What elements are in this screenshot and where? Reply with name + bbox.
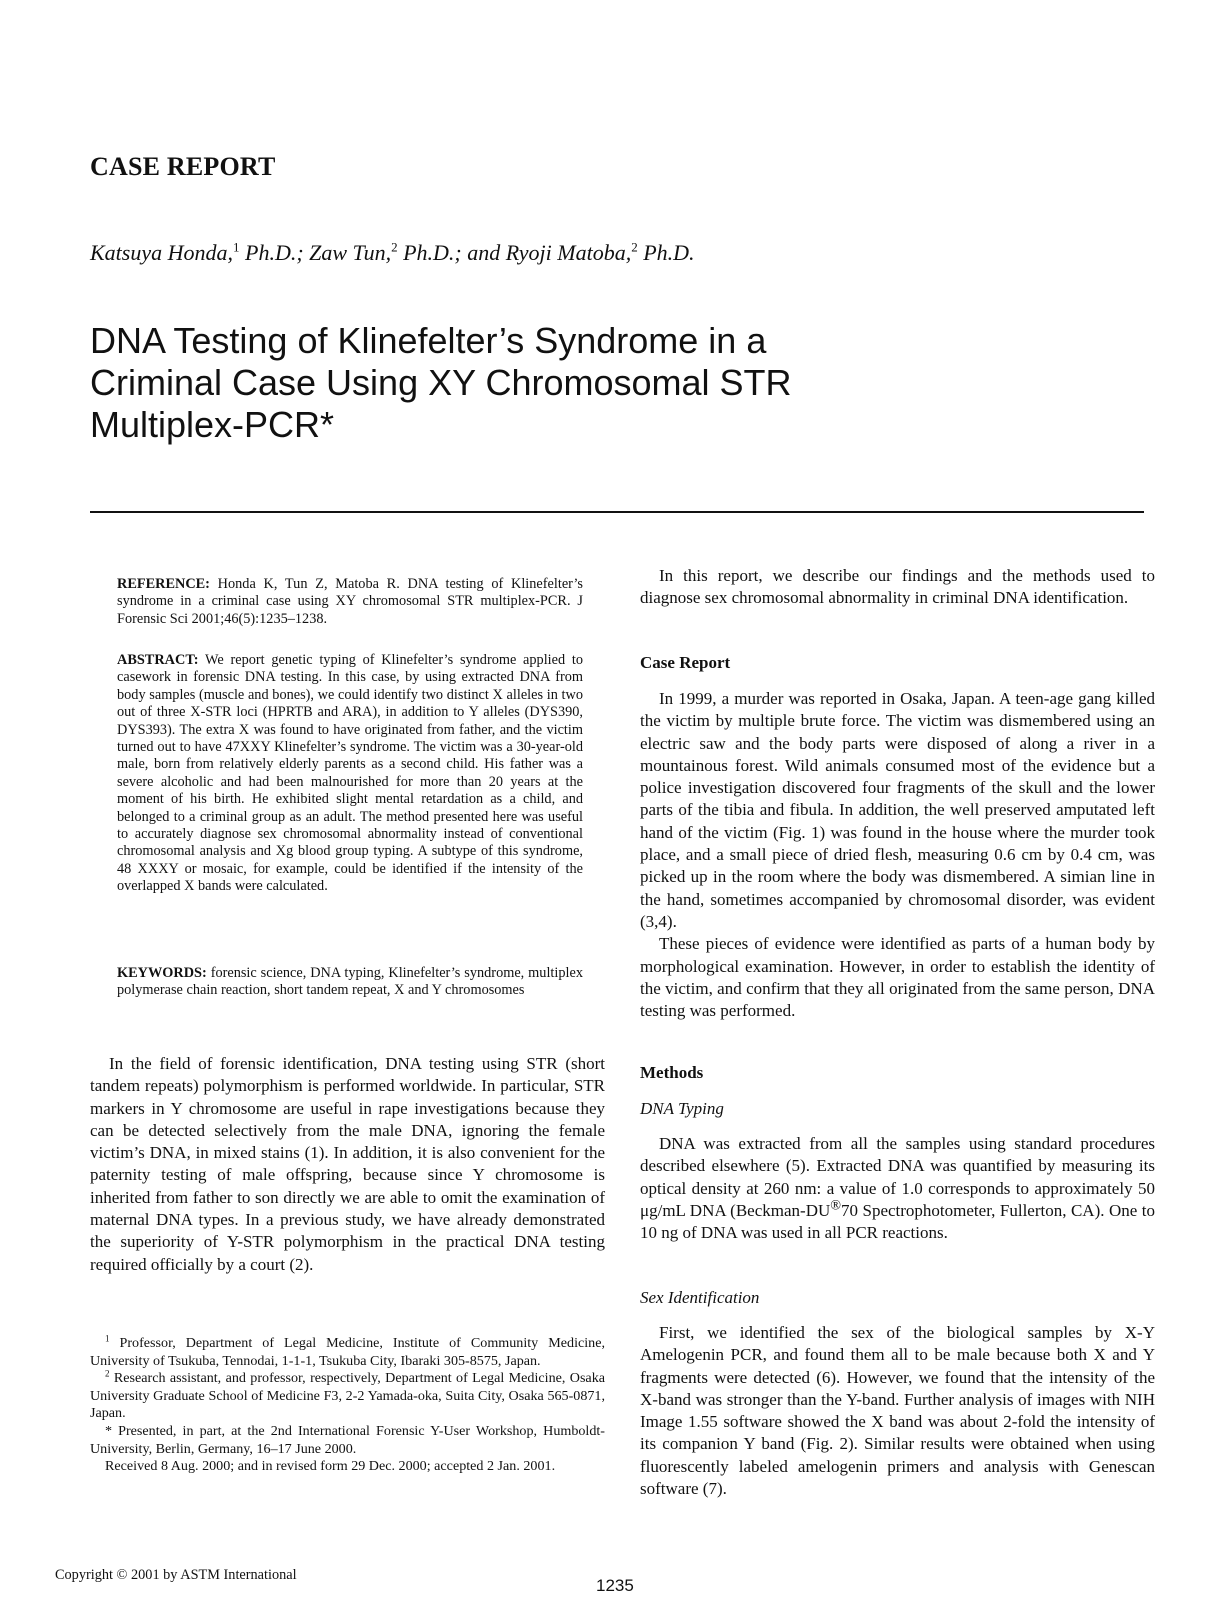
footnote-1 — [90, 1335, 605, 1370]
section-label: CASE REPORT — [90, 152, 276, 181]
case-paragraph-1: In 1999, a murder was reported in Osaka, Japan. A teen-age gang killed the victim by multiple brute force. The victim was dismembered using an electric saw and the body parts were disposed of along a river in a mountainous forest. Wild animals consumed most of the evidence but a police investigation discovered four fragments of the skull and the lower parts of the tibia and fibula. In addition, the well preserved amputated left hand of the victim (Fig. 1) was found in the house where the murder took place, and a small piece of dried flesh, measuring 0.6 cm by 0.4 cm, was picked up in the room where the body was dismembered. A simian line in the hand, sometimes accompanied by chromosomal disorder, was evident (3,4). — [640, 689, 1155, 931]
author-2: Ph.D.; Zaw Tun, — [239, 240, 392, 265]
case-report-heading: Case Report — [640, 653, 731, 672]
title-line: Criminal Case Using XY Chromosomal STR — [90, 362, 792, 403]
left-column-body — [90, 1053, 605, 1276]
keywords-label: KEYWORDS: — [117, 965, 207, 981]
paper-title — [90, 320, 950, 446]
sex-identification-heading: Sex Identification — [640, 1288, 760, 1307]
received-dates: Received 8 Aug. 2000; and in revised form 29 Dec. 2000; accepted 2 Jan. 2001. — [105, 1458, 556, 1475]
footnote-2 — [90, 1370, 605, 1423]
dna-text-part: 70 Spectrophotometer, Fullerton, CA). One to 10 ng of DNA was used in all PCR reactions. — [640, 1200, 1155, 1243]
copyright-notice: Copyright © 2001 by ASTM International — [55, 1567, 297, 1583]
dna-typing-body — [640, 1133, 1155, 1244]
case-paragraph-2: These pieces of evidence were identified as parts of a human body by morphological examination. However, in order to establish the identity of the victim, and confirm that they all originated from the same person, DNA testing was performed. — [640, 934, 1155, 1021]
footnote-marker: 2 — [105, 1368, 110, 1379]
title-line: Multiplex-PCR* — [90, 404, 335, 445]
author-1: Katsuya Honda, — [90, 240, 233, 265]
sex-identification-paragraph: First, we identified the sex of the biological samples by X-Y Amelogenin PCR, and found them all to be male because both X and Y fragments were detected (6). However, we found that the intensity of the X-band was stronger than the Y-band. Further analysis of images with NIH Image 1.55 software showed the X band was about 2-fold the intensity of its companion Y band (Fig. 2). Similar results were obtained when using fluorescently labeled amelogenin primers and analysis with Genescan software (7). — [640, 1323, 1155, 1499]
affiliation-marker: 1 — [233, 239, 240, 255]
reference-block — [117, 576, 583, 628]
abstract-block — [117, 652, 583, 896]
title-line: DNA Testing of Klinefelter’s Syndrome in a — [90, 320, 767, 361]
dna-typing-paragraph — [640, 1133, 1155, 1244]
intro-paragraph: In the field of forensic identification, DNA testing using STR (short tandem repeats) polymorphism is performed worldwide. In particular, STR markers in Y chromosome are useful in rape investigations because they can be detected selectively from the male DNA, ignoring the female victim’s DNA, in mixed stains (1). In addition, it is also convenient for the paternity testing of male offspring, because since Y chromosome is inherited from father to son directly we are able to omit the examination of maternal DNA types. In a previous study, we have already demonstrated the superiority of Y-STR polymorphism in the practical DNA testing required officially by a court (2). — [90, 1054, 605, 1274]
footnote-text: Professor, Department of Legal Medicine, Institute of Community Medicine, University of Tsukuba, Tennodai, 1-1-1, Tsukuba City, Ibaraki 305-8575, Japan. — [90, 1335, 605, 1369]
page-number: 1235 — [596, 1576, 634, 1595]
affiliation-marker: 2 — [631, 239, 638, 255]
case-report-body — [640, 688, 1155, 1022]
author-line — [90, 240, 695, 266]
author-degree: Ph.D. — [637, 240, 695, 265]
methods-heading: Methods — [640, 1063, 704, 1082]
keywords-block — [117, 965, 583, 1000]
footnote-3: * Presented, in part, at the 2nd International Forensic Y-User Workshop, Humboldt-University, Berlin, Germany, 16–17 June 2000. — [90, 1422, 605, 1457]
sex-identification-body — [640, 1322, 1155, 1500]
author-3: Ph.D.; and Ryoji Matoba, — [397, 240, 632, 265]
right-intro — [640, 565, 1155, 610]
footnote-text: Research assistant, and professor, respectively, Department of Legal Medicine, Osaka University Graduate School of Medicine F3, 2-2 Yamada-oka, Suita City, Osaka 565-0871, Japan. — [90, 1370, 605, 1422]
reference-label: REFERENCE: — [117, 576, 210, 592]
footnote-marker: 1 — [105, 1333, 110, 1344]
keywords-text: forensic science, DNA typing, Klinefelter’s syndrome, multiplex polymerase chain reaction, short tandem repeat, X and Y chromosomes — [117, 965, 583, 999]
abstract-label: ABSTRACT: — [117, 652, 199, 668]
abstract-text: We report genetic typing of Klinefelter’s syndrome applied to casework in forensic DNA testing. In this case, by using extracted DNA from body samples (muscle and bones), we could identify two distinct X alleles in two out of three X-STR loci (HPRTB and ARA), in addition to Y alleles (DYS390, DYS393). The extra X was found to have originated from father, and the victim turned out to have 47XXY Klinefelter’s syndrome. The victim was a 30-year-old male, born from relatively elderly parents as a second child. His father was a severe alcoholic and had been malnourished for more than 20 years at the moment of his birth. He exhibited slight mental retardation as a child, and belonged to a criminal group as an adult. The method presented here was useful to accurately diagnose sex chromosomal abnormality instead of conventional chromosomal analysis and Xg blood group typing. A subtype of this syndrome, 48 XXXY or mosaic, for example, could be identified if the intensity of the overlapped X bands were calculated. — [117, 652, 583, 895]
report-intro-paragraph: In this report, we describe our findings and the methods used to diagnose sex chromosomal abnormality in criminal DNA identification. — [640, 566, 1155, 608]
reference-text: Honda K, Tun Z, Matoba R. DNA testing of Klinefelter’s syndrome in a criminal case using XY chromosomal STR multiplex-PCR. J Forensic Sci 2001;46(5):1235–1238. — [117, 576, 583, 627]
footnotes — [90, 1335, 605, 1476]
registered-mark: ® — [830, 1197, 842, 1214]
affiliation-marker: 2 — [391, 239, 398, 255]
dna-typing-heading: DNA Typing — [640, 1099, 724, 1118]
title-divider — [90, 511, 1144, 513]
dna-text-part: DNA was extracted from all the samples using standard procedures described elsewhere (5). Extracted DNA was quantified by measuring its optical density at 260 nm: a value of 1.0 corresponds to approximately 50 μg/mL DNA (Beckman-DU — [640, 1134, 1155, 1220]
